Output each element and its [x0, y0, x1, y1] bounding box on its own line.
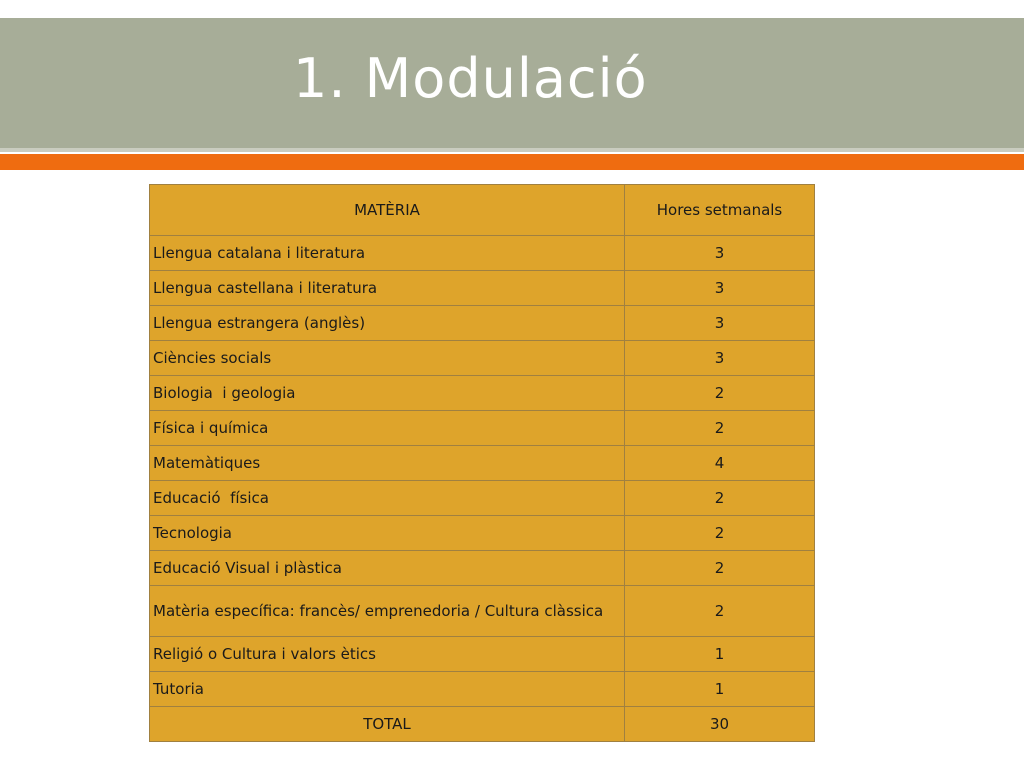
- cell-hours: 2: [625, 551, 815, 586]
- cell-subject: Biologia i geologia: [150, 376, 625, 411]
- table-row: [150, 586, 815, 637]
- cell-subject: Ciències socials: [150, 341, 625, 376]
- table-row: [150, 551, 815, 586]
- table-header-row: [150, 185, 815, 236]
- cell-subject: Religió o Cultura i valors ètics: [150, 637, 625, 672]
- table-row: [150, 516, 815, 551]
- total-hours: 30: [625, 707, 815, 742]
- table-row: [150, 376, 815, 411]
- cell-subject: Educació física: [150, 481, 625, 516]
- cell-hours: 1: [625, 672, 815, 707]
- table-row: [150, 672, 815, 707]
- subject-hours-table: [149, 184, 815, 742]
- table-row: [150, 481, 815, 516]
- divider-stripe: [0, 148, 1024, 152]
- cell-subject: Tecnologia: [150, 516, 625, 551]
- accent-stripe: [0, 154, 1024, 170]
- cell-hours: 3: [625, 236, 815, 271]
- cell-hours: 2: [625, 481, 815, 516]
- table-row: [150, 411, 815, 446]
- cell-hours: 3: [625, 306, 815, 341]
- slide-title: 1. Modulació: [293, 47, 648, 110]
- cell-hours: 1: [625, 637, 815, 672]
- table-total-row: [150, 707, 815, 742]
- cell-hours: 2: [625, 586, 815, 637]
- table-row: [150, 341, 815, 376]
- cell-hours: 2: [625, 411, 815, 446]
- header-subject: MATÈRIA: [150, 185, 625, 236]
- cell-subject: Matèria específica: francès/ emprenedoria / Cultura clàssica: [150, 586, 625, 637]
- cell-hours: 2: [625, 516, 815, 551]
- table-row: [150, 637, 815, 672]
- cell-subject: Educació Visual i plàstica: [150, 551, 625, 586]
- header-hours: Hores setmanals: [625, 185, 815, 236]
- cell-subject: Tutoria: [150, 672, 625, 707]
- total-label: TOTAL: [150, 707, 625, 742]
- cell-subject: Física i química: [150, 411, 625, 446]
- cell-hours: 2: [625, 376, 815, 411]
- cell-hours: 4: [625, 446, 815, 481]
- cell-hours: 3: [625, 271, 815, 306]
- cell-subject: Matemàtiques: [150, 446, 625, 481]
- cell-hours: 3: [625, 341, 815, 376]
- cell-subject: Llengua castellana i literatura: [150, 271, 625, 306]
- table-row: [150, 271, 815, 306]
- cell-subject: Llengua catalana i literatura: [150, 236, 625, 271]
- table-row: [150, 236, 815, 271]
- cell-subject: Llengua estrangera (anglès): [150, 306, 625, 341]
- table-row: [150, 306, 815, 341]
- table-row: [150, 446, 815, 481]
